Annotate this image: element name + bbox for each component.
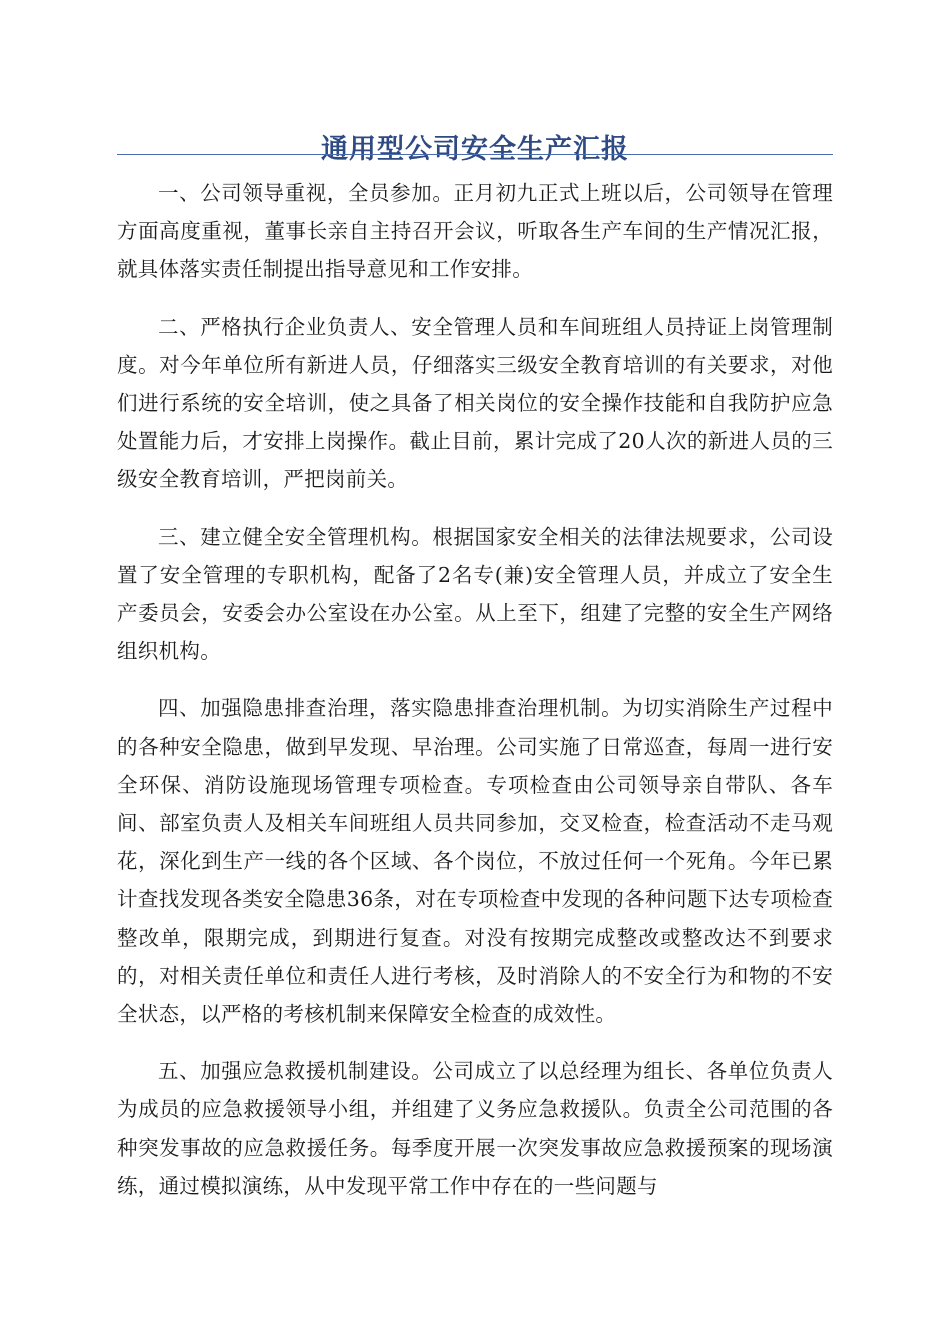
paragraph-1: 一、公司领导重视，全员参加。正月初九正式上班以后，公司领导在管理方面高度重视，董事长亲自主持召开会议，听取各生产车间的生产情况汇报，就具体落实责任制提出指导意见和工作安排。 <box>117 181 833 282</box>
paragraph-4: 四、加强隐患排查治理，落实隐患排查治理机制。为切实消除生产过程中的各种安全隐患，做到早发现、早治理。公司实施了日常巡查，每周一进行安全环保、消防设施现场管理专项检查。专项检查由公司领导亲自带队、各车间、部室负责人及相关车间班组人员共同参加，交叉检查，检查活动不走马观花，深化到生产一线的各个区域、各个岗位，不放过任何一个死角。今年已累计查找发现各类安全隐患36条，对在专项检查中发现的各种问题下达专项检查整改单，限期完成，到期进行复查。对没有按期完成整改或整改达不到要求的，对相关责任单位和责任人进行考核，及时消除人的不安全行为和物的不安全状态，以严格的考核机制来保障安全检查的成效性。 <box>117 696 833 1027</box>
page-title: 通用型公司安全生产汇报 <box>321 134 629 166</box>
paragraph-5: 五、加强应急救援机制建设。公司成立了以总经理为组长、各单位负责人为成员的应急救援领导小组，并组建了义务应急救援队。负责全公司范围的各种突发事故的应急救援任务。每季度开展一次突发事故应急救援预案的现场演练，通过模拟演练，从中发现平常工作中存在的一些问题与 <box>117 1059 833 1198</box>
title-underline <box>117 154 833 155</box>
paragraph-2: 二、严格执行企业负责人、安全管理人员和车间班组人员持证上岗管理制度。对今年单位所有新进人员，仔细落实三级安全教育培训的有关要求，对他们进行系统的安全培训，使之具备了相关岗位的安全操作技能和自我防护应急处置能力后，才安排上岗操作。截止目前，累计完成了20人次的新进人员的三级安全教育培训，严把岗前关。 <box>117 314 833 492</box>
document-body <box>117 174 833 1224</box>
paragraph-3: 三、建立健全安全管理机构。根据国家安全相关的法律法规要求，公司设置了安全管理的专职机构，配备了2名专(兼)安全管理人员，并成立了安全生产委员会，安委会办公室设在办公室。从上至下，组建了完整的安全生产网络组织机构。 <box>117 524 833 664</box>
